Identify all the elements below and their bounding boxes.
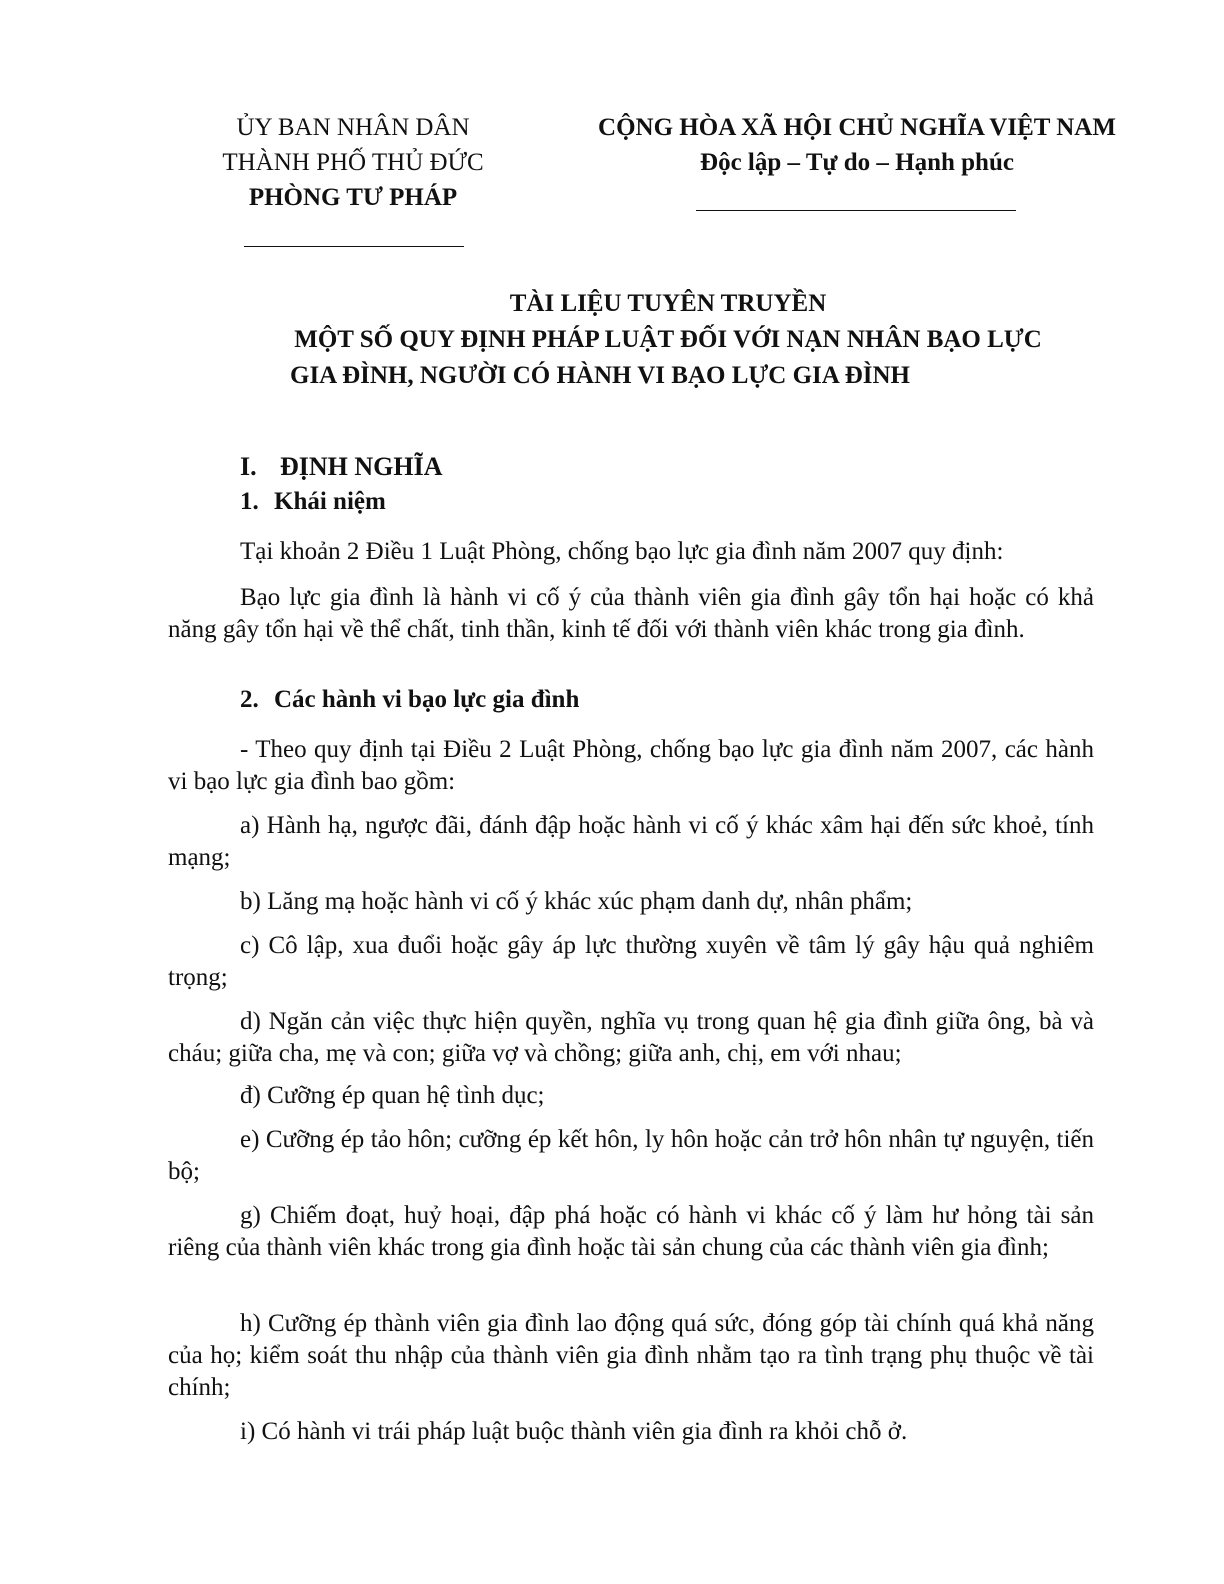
list-item: h) Cưỡng ép thành viên gia đình lao động quá sức, đóng góp tài chính quá khả năng của họ; kiểm soát thu nhập của thành viên gia đình nhằm tạo ra tình trạng phụ thuộc về tài chính; [168, 1310, 1094, 1401]
national-title: CỘNG HÒA XÃ HỘI CHỦ NGHĨA VIỆT NAM [598, 114, 1116, 141]
subsection-1-number: 1. [240, 488, 259, 515]
header-right-underline [696, 210, 1016, 211]
list-item: a) Hành hạ, ngược đãi, đánh đập hoặc hành vi cố ý khác xâm hại đến sức khoẻ, tính mạng; [168, 812, 1094, 871]
section-heading [240, 452, 443, 482]
subsection-1-heading [240, 488, 386, 516]
header-left [190, 110, 516, 215]
national-motto: Độc lập – Tự do – Hạnh phúc [700, 149, 1014, 176]
department-name: PHÒNG TƯ PHÁP [248, 184, 458, 211]
paragraph-intro: Tại khoản 2 Điều 1 Luật Phòng, chống bạo lực gia đình năm 2007 quy định: [240, 538, 1004, 565]
section-number: I. [240, 452, 257, 481]
title-line-1: TÀI LIỆU TUYÊN TRUYỀN [509, 290, 827, 317]
list-item: g) Chiếm đoạt, huỷ hoại, đập phá hoặc có hành vi khác cố ý làm hư hỏng tài sản riêng của thành viên khác trong gia đình hoặc tài sản chung của các thành viên gia đình; [168, 1202, 1094, 1261]
city-name: THÀNH PHỐ THỦ ĐỨC [222, 149, 484, 176]
document-title [168, 286, 1168, 394]
agency-name: ỦY BAN NHÂN DÂN [236, 114, 470, 141]
header-right [560, 110, 1154, 180]
list-item: e) Cưỡng ép tảo hôn; cưỡng ép kết hôn, ly hôn hoặc cản trở hôn nhân tự nguyện, tiến bộ; [168, 1126, 1094, 1185]
section-title: ĐỊNH NGHĨA [280, 452, 443, 481]
subsection-2-title: Các hành vi bạo lực gia đình [274, 686, 580, 713]
title-line-2: MỘT SỐ QUY ĐỊNH PHÁP LUẬT ĐỐI VỚI NẠN NHÂN BẠO LỰC [294, 326, 1042, 353]
header-left-underline [244, 246, 464, 247]
paragraph-behaviors-intro: - Theo quy định tại Điều 2 Luật Phòng, chống bạo lực gia đình năm 2007, các hành vi bạo lực gia đình bao gồm: [168, 736, 1094, 795]
subsection-2-number: 2. [240, 686, 259, 713]
title-line-3: GIA ĐÌNH, NGƯỜI CÓ HÀNH VI BẠO LỰC GIA ĐÌNH [290, 362, 910, 389]
list-item: đ) Cưỡng ép quan hệ tình dục; [240, 1082, 545, 1109]
paragraph-definition: Bạo lực gia đình là hành vi cố ý của thành viên gia đình gây tổn hại hoặc có khả năng gây tổn hại về thể chất, tinh thần, kinh tế đối với thành viên khác trong gia đình. [168, 584, 1094, 643]
subsection-2-heading [240, 686, 579, 714]
list-item: i) Có hành vi trái pháp luật buộc thành viên gia đình ra khỏi chỗ ở. [240, 1418, 908, 1445]
subsection-1-title: Khái niệm [274, 488, 386, 515]
list-item: c) Cô lập, xua đuổi hoặc gây áp lực thường xuyên về tâm lý gây hậu quả nghiêm trọng; [168, 932, 1094, 991]
list-item: b) Lăng mạ hoặc hành vi cố ý khác xúc phạm danh dự, nhân phẩm; [240, 888, 913, 915]
list-item: d) Ngăn cản việc thực hiện quyền, nghĩa vụ trong quan hệ gia đình giữa ông, bà và cháu; giữa cha, mẹ và con; giữa vợ và chồng; giữa anh, chị, em với nhau; [168, 1008, 1094, 1067]
